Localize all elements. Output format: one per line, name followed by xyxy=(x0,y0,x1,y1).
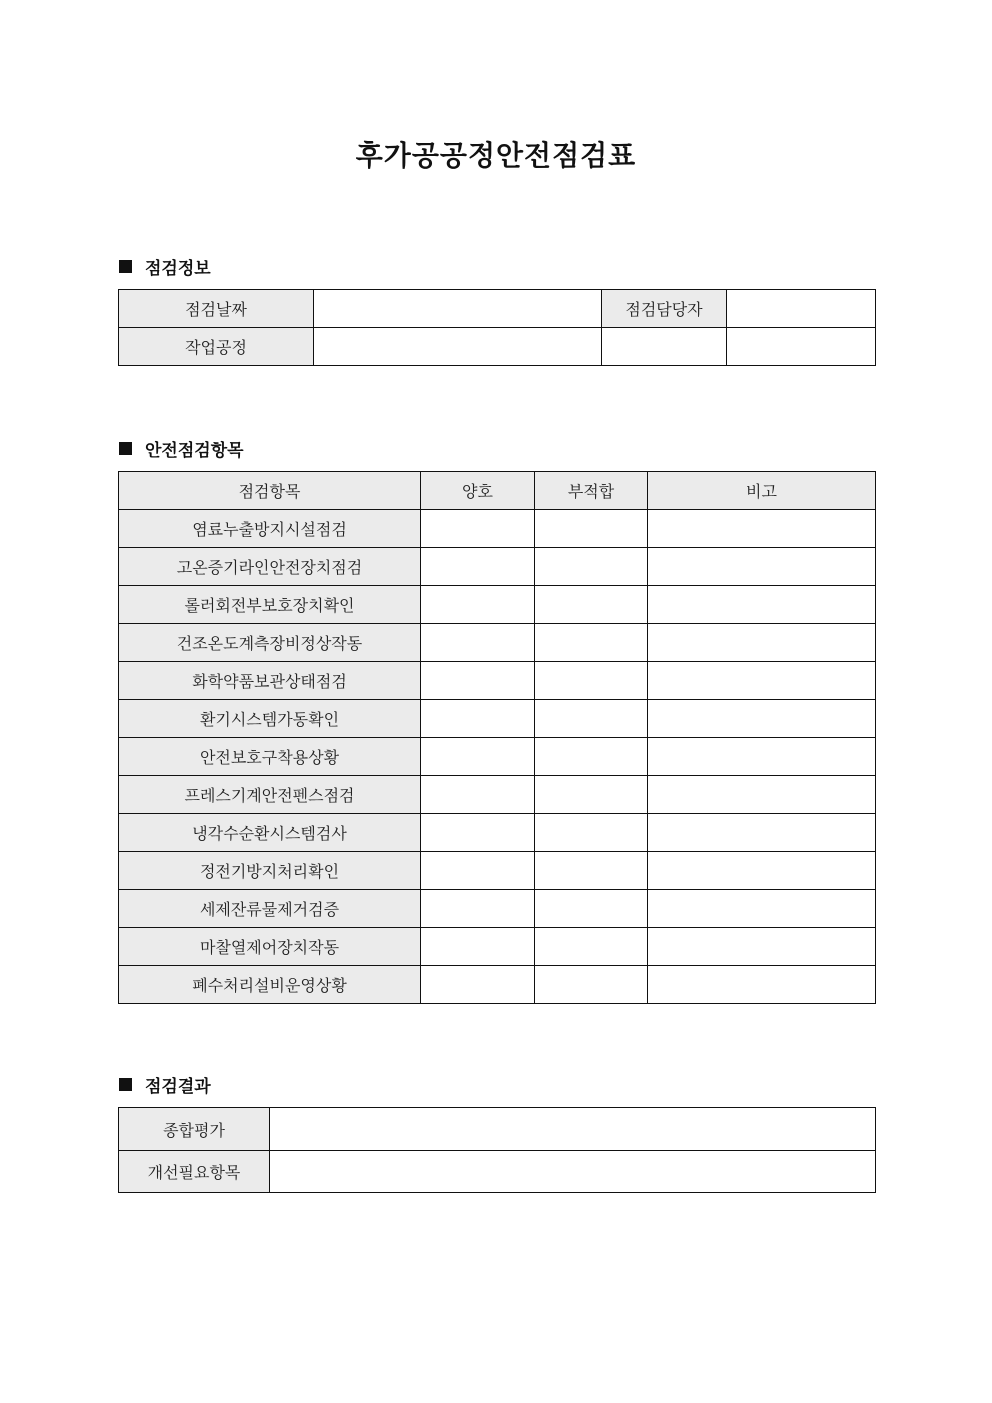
section-title: 점검결과 xyxy=(145,1077,211,1097)
checklist-item-label: 화학약품보관상태점검 xyxy=(119,662,421,700)
remarks-cell[interactable] xyxy=(648,890,876,928)
checklist-item-label: 염료누출방지시설점검 xyxy=(119,510,421,548)
nonconforming-check-cell[interactable] xyxy=(535,776,648,814)
checklist-item-label: 정전기방지처리확인 xyxy=(119,852,421,890)
checklist-row xyxy=(119,814,876,852)
checklist-row xyxy=(119,586,876,624)
column-header-item: 점검항목 xyxy=(119,472,421,510)
checklist-row xyxy=(119,548,876,586)
checklist-row xyxy=(119,890,876,928)
info-row xyxy=(119,328,876,366)
checklist-item-label: 마찰열제어장치작동 xyxy=(119,928,421,966)
remarks-cell[interactable] xyxy=(648,586,876,624)
column-header-good: 양호 xyxy=(421,472,535,510)
nonconforming-check-cell[interactable] xyxy=(535,510,648,548)
inspection-date-field[interactable] xyxy=(314,290,602,328)
nonconforming-check-cell[interactable] xyxy=(535,738,648,776)
column-header-remarks: 비고 xyxy=(648,472,876,510)
square-bullet-icon xyxy=(119,442,132,455)
checklist-row xyxy=(119,966,876,1004)
info-row xyxy=(119,290,876,328)
square-bullet-icon xyxy=(119,1078,132,1091)
good-check-cell[interactable] xyxy=(421,814,535,852)
checklist-item-label: 안전보호구착용상황 xyxy=(119,738,421,776)
checklist-row xyxy=(119,510,876,548)
checklist-row xyxy=(119,852,876,890)
blank-cell[interactable] xyxy=(602,328,727,366)
good-check-cell[interactable] xyxy=(421,890,535,928)
nonconforming-check-cell[interactable] xyxy=(535,662,648,700)
inspector-label: 점검담당자 xyxy=(602,290,727,328)
good-check-cell[interactable] xyxy=(421,738,535,776)
checklist-row xyxy=(119,928,876,966)
nonconforming-check-cell[interactable] xyxy=(535,852,648,890)
document-title: 후가공공정안전점검표 xyxy=(355,139,637,172)
section-heading-info xyxy=(119,254,211,279)
overall-evaluation-label: 종합평가 xyxy=(119,1108,270,1151)
result-row xyxy=(119,1151,876,1193)
column-header-nonconforming: 부적합 xyxy=(535,472,648,510)
section-heading-result xyxy=(119,1072,211,1097)
overall-evaluation-field[interactable] xyxy=(270,1108,876,1151)
work-process-label: 작업공정 xyxy=(119,328,314,366)
remarks-cell[interactable] xyxy=(648,814,876,852)
remarks-cell[interactable] xyxy=(648,776,876,814)
checklist-item-label: 냉각수순환시스템검사 xyxy=(119,814,421,852)
remarks-cell[interactable] xyxy=(648,624,876,662)
square-bullet-icon xyxy=(119,260,132,273)
good-check-cell[interactable] xyxy=(421,776,535,814)
remarks-cell[interactable] xyxy=(648,966,876,1004)
nonconforming-check-cell[interactable] xyxy=(535,928,648,966)
blank-cell[interactable] xyxy=(727,328,876,366)
checklist-row xyxy=(119,776,876,814)
nonconforming-check-cell[interactable] xyxy=(535,966,648,1004)
nonconforming-check-cell[interactable] xyxy=(535,700,648,738)
section-title: 점검정보 xyxy=(145,259,211,279)
result-table xyxy=(118,1107,876,1193)
nonconforming-check-cell[interactable] xyxy=(535,548,648,586)
checklist-row xyxy=(119,624,876,662)
checklist-item-label: 고온증기라인안전장치점검 xyxy=(119,548,421,586)
result-row xyxy=(119,1108,876,1151)
section-heading-checklist xyxy=(119,436,244,461)
remarks-cell[interactable] xyxy=(648,548,876,586)
nonconforming-check-cell[interactable] xyxy=(535,890,648,928)
nonconforming-check-cell[interactable] xyxy=(535,586,648,624)
checklist-item-label: 폐수처리설비운영상황 xyxy=(119,966,421,1004)
nonconforming-check-cell[interactable] xyxy=(535,814,648,852)
good-check-cell[interactable] xyxy=(421,662,535,700)
section-title: 안전점검항목 xyxy=(145,441,244,461)
improvement-items-label: 개선필요항목 xyxy=(119,1151,270,1193)
good-check-cell[interactable] xyxy=(421,548,535,586)
remarks-cell[interactable] xyxy=(648,700,876,738)
checklist-row xyxy=(119,700,876,738)
checklist-item-label: 세제잔류물제거검증 xyxy=(119,890,421,928)
inspection-date-label: 점검날짜 xyxy=(119,290,314,328)
inspector-field[interactable] xyxy=(727,290,876,328)
improvement-items-field[interactable] xyxy=(270,1151,876,1193)
checklist-row xyxy=(119,662,876,700)
checklist-row xyxy=(119,738,876,776)
checklist-item-label: 프레스기계안전펜스점검 xyxy=(119,776,421,814)
remarks-cell[interactable] xyxy=(648,510,876,548)
checklist-item-label: 롤러회전부보호장치확인 xyxy=(119,586,421,624)
remarks-cell[interactable] xyxy=(648,738,876,776)
work-process-field[interactable] xyxy=(314,328,602,366)
good-check-cell[interactable] xyxy=(421,966,535,1004)
good-check-cell[interactable] xyxy=(421,852,535,890)
checklist-item-label: 환기시스템가동확인 xyxy=(119,700,421,738)
checklist-header-row xyxy=(119,472,876,510)
checklist-item-label: 건조온도계측장비정상작동 xyxy=(119,624,421,662)
nonconforming-check-cell[interactable] xyxy=(535,624,648,662)
remarks-cell[interactable] xyxy=(648,852,876,890)
remarks-cell[interactable] xyxy=(648,662,876,700)
good-check-cell[interactable] xyxy=(421,624,535,662)
good-check-cell[interactable] xyxy=(421,700,535,738)
good-check-cell[interactable] xyxy=(421,928,535,966)
checklist-table xyxy=(118,471,876,1004)
info-table xyxy=(118,289,876,366)
good-check-cell[interactable] xyxy=(421,510,535,548)
good-check-cell[interactable] xyxy=(421,586,535,624)
remarks-cell[interactable] xyxy=(648,928,876,966)
